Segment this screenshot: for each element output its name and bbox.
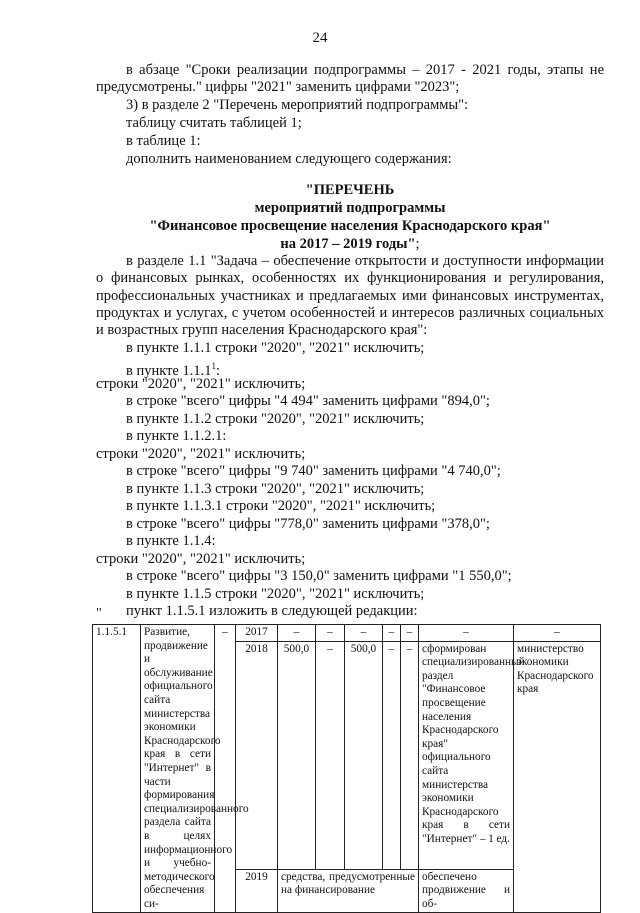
reg-cell: 500,0 xyxy=(345,641,383,869)
edit-line-2-text: в пункте 1.1.1 xyxy=(126,362,212,379)
quote-mark: " xyxy=(96,606,102,621)
edit-line-3: строки "2020", "2021" исключить; xyxy=(96,376,306,392)
edit-line-12: в пункте 1.1.4: xyxy=(126,533,216,549)
reg-cell: – xyxy=(345,625,383,642)
measures-table xyxy=(92,624,601,913)
intro-paragraph-5: дополнить наименованием следующего содержания: xyxy=(126,151,452,167)
executor-cell: министерство экономики Краснодарского края xyxy=(514,641,601,913)
other-cell: – xyxy=(401,625,419,642)
fed-cell: – xyxy=(316,625,345,642)
heading-tail: ; xyxy=(415,236,420,252)
result-cell: обеспечено продвижение и об- xyxy=(419,869,514,913)
edit-line-14: в строке "всего" цифры "3 150,0" заменить цифрами "1 550,0"; xyxy=(126,568,512,584)
edit-line-10: в пункте 1.1.3.1 строки "2020", "2021" исключить; xyxy=(126,498,436,514)
page-number: 24 xyxy=(312,30,328,46)
superscript: 1 xyxy=(211,361,216,371)
edit-line-6: в пункте 1.1.2.1: xyxy=(126,428,227,444)
other-cell: – xyxy=(401,641,419,869)
description-cell: Развитие, продвижение и обслуживание официального сайта министерства экономики Краснодарского края в сети "Интернет" в части формирования специализированного раздела сайта в целях информационного и учебно-методического обеспечения си- xyxy=(141,625,215,913)
intro-line: в абзаце "Сроки реализации подпрограммы – 2017 - 2021 годы, этапы не предусмотрены." цифры "2021" заменить цифрами "2023"; xyxy=(96,62,604,96)
source-cell: – xyxy=(215,625,236,913)
funding-note-cell: средства, предусмотренные на финансирование xyxy=(278,869,419,913)
item-number-cell: 1.1.5.1 xyxy=(93,625,141,913)
edit-line-4: в строке "всего" цифры "4 494" заменить цифрами "894,0"; xyxy=(126,393,490,409)
year-cell: 2017 xyxy=(236,625,278,642)
heading-program-name: "Финансовое просвещение населения Краснодарского края" xyxy=(149,218,551,234)
edit-line-7: строки "2020", "2021" исключить; xyxy=(96,446,306,462)
edit-line-1: в пункте 1.1.1 строки "2020", "2021" исключить; xyxy=(126,340,425,356)
edit-line-15: в пункте 1.1.5 строки "2020", "2021" исключить; xyxy=(126,586,425,602)
executor-cell: – xyxy=(514,625,601,642)
colon: : xyxy=(216,362,221,379)
result-cell: – xyxy=(419,625,514,642)
local-cell: – xyxy=(383,625,401,642)
result-cell xyxy=(419,641,525,869)
year-cell: 2019 xyxy=(236,869,278,913)
intro-paragraph-2: 3) в разделе 2 "Перечень мероприятий подпрограммы": xyxy=(126,97,469,113)
edit-line-16: пункт 1.1.5.1 изложить в следующей редакции: xyxy=(126,603,418,619)
edit-line-13: строки "2020", "2021" исключить; xyxy=(96,551,306,567)
edit-line-9: в пункте 1.1.3 строки "2020", "2021" исключить; xyxy=(126,481,425,497)
heading-years xyxy=(96,236,604,254)
result-unit: 1 ед. xyxy=(488,832,510,845)
result-text: сформирован специализированный раздел "Финансовое просвещение населения Краснодарского края" официального сайта министерства экономики Краснодарского края в сети "Интернет" – xyxy=(422,642,525,845)
heading-subtitle: мероприятий подпрограммы xyxy=(254,200,446,216)
task-paragraph: в разделе 1.1 "Задача – обеспечение открытости и доступности информации о финансовых рынках, особенностях их функционирования и регулирования, профессиональных участниках и предлагаемых ими финансовых инструментах, продуктах и услугах, с учетом особенностей и интересов различных социальных и возрастных групп населения Краснодарского края": xyxy=(96,253,604,339)
heading-title: "ПЕРЕЧЕНЬ xyxy=(305,182,395,198)
edit-line-5: в пункте 1.1.2 строки "2020", "2021" исключить; xyxy=(126,411,425,427)
intro-paragraph-1 xyxy=(96,62,604,97)
edit-line-8: в строке "всего" цифры "9 740" заменить цифрами "4 740,0"; xyxy=(126,463,501,479)
edit-line-11: в строке "всего" цифры "778,0" заменить цифрами "378,0"; xyxy=(126,516,490,532)
local-cell: – xyxy=(383,641,401,869)
table-row xyxy=(93,625,601,642)
intro-paragraph-3: таблицу считать таблицей 1; xyxy=(126,115,302,131)
fed-cell: – xyxy=(316,641,345,869)
intro-paragraph-4: в таблице 1: xyxy=(126,133,201,149)
total-cell: – xyxy=(278,625,316,642)
heading-years-text: на 2017 – 2019 годы" xyxy=(280,236,416,252)
total-cell: 500,0 xyxy=(278,641,316,869)
year-cell: 2018 xyxy=(236,641,278,869)
